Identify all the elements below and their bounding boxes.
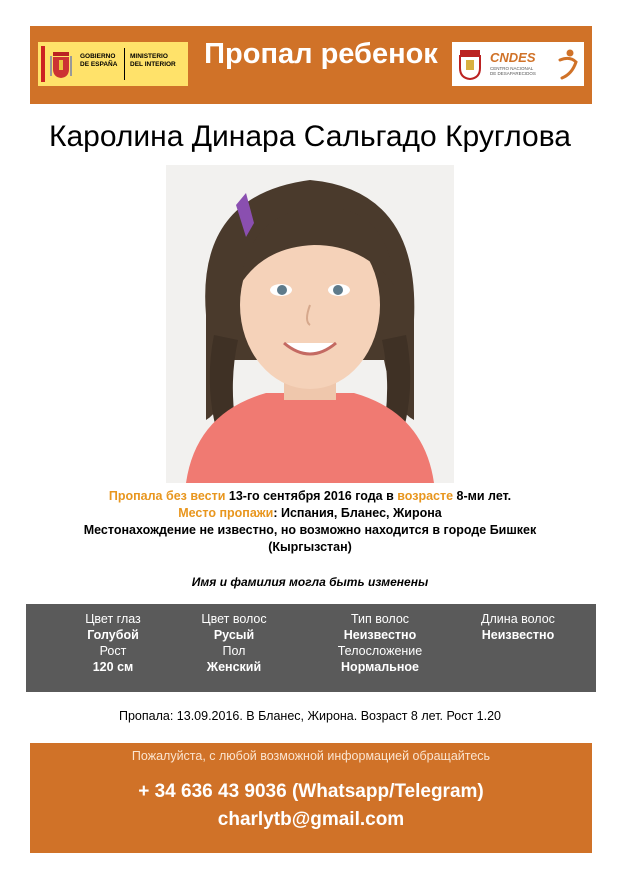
missing-age: 8-ми лет. <box>453 489 512 503</box>
attribute-label: Длина волос <box>481 612 555 626</box>
age-label: возрасте <box>397 489 454 503</box>
place-label: Место пропажи <box>178 506 274 520</box>
attribute-label: Пол <box>222 644 246 658</box>
missing-place: : Испания, Бланес, Жирона <box>273 506 442 520</box>
child-photo <box>166 165 454 483</box>
government-logo-text <box>80 53 117 68</box>
attribute-hair-color <box>169 611 299 643</box>
attribute-label: Цвет глаз <box>85 612 141 626</box>
attribute-sex <box>169 643 299 675</box>
attribute-label: Тип волос <box>350 612 410 626</box>
cndes-sub-line-1: CENTRO NACIONAL <box>490 66 534 71</box>
flag-stripe <box>41 46 45 82</box>
attribute-value: Русый <box>213 628 255 642</box>
government-logo <box>38 42 188 86</box>
cndes-logo <box>452 42 584 86</box>
attribute-eye-color <box>48 611 178 643</box>
attribute-label: Рост <box>99 644 127 658</box>
coat-of-arms-icon <box>50 48 72 80</box>
location-country: (Кыргызстан) <box>268 540 352 554</box>
header-bar <box>30 26 592 104</box>
missing-details-line-2 <box>40 506 580 520</box>
attribute-hair-type <box>315 611 445 643</box>
contact-email[interactable]: charlytb@gmail.com <box>217 809 405 830</box>
missing-date: 13-го сентября 2016 года в <box>225 489 398 503</box>
cndes-subtitle <box>490 66 536 76</box>
location-note: Местонахождение не известно, но возможно находится в городе Бишкек <box>83 523 537 537</box>
gov-logo-line-2: DE ESPAÑA <box>80 60 118 68</box>
gov-logo-line-1: GOBIERNO <box>80 53 116 60</box>
attribute-value: 120 см <box>92 660 134 674</box>
coat-of-arms-icon <box>456 48 484 80</box>
gov-logo-line-4: DEL INTERIOR <box>130 60 176 68</box>
attribute-hair-length <box>453 611 583 643</box>
contact-intro: Пожалуйста, с любой возможной информацией обращайтесь <box>131 749 491 763</box>
cndes-name: CNDES <box>490 50 536 65</box>
gov-logo-line-3: MINISTERIO <box>130 53 168 60</box>
attribute-value: Нормальное <box>341 660 419 674</box>
attribute-label: Цвет волос <box>201 612 267 626</box>
attributes-panel <box>26 604 596 692</box>
contact-phone[interactable]: + 34 636 43 9036 (Whatsapp/Telegram) <box>138 781 484 802</box>
attribute-value: Неизвестно <box>343 628 417 642</box>
portrait-illustration <box>166 165 454 483</box>
summary-line: Пропала: 13.09.2016. В Бланес, Жирона. Возраст 8 лет. Рост 1.20 <box>119 709 501 723</box>
attribute-value: Голубой <box>87 628 139 642</box>
ministry-logo-text <box>130 53 176 68</box>
figure-icon <box>556 48 580 80</box>
name-change-note: Имя и фамилия могла быть изменены <box>191 575 429 589</box>
contact-panel <box>30 743 592 853</box>
attribute-value: Неизвестно <box>481 628 555 642</box>
attribute-value: Женский <box>206 660 262 674</box>
attribute-label: Телосложение <box>337 644 423 658</box>
cndes-sub-line-2: DE DESAPARECIDOS <box>490 71 536 76</box>
missing-person-name: Каролина Динара Сальгадо Круглова <box>49 120 571 153</box>
page-title: Пропал ребенок <box>204 38 438 70</box>
logo-divider <box>124 48 125 80</box>
attribute-height <box>48 643 178 675</box>
attribute-build <box>315 643 445 675</box>
missing-label: Пропала без вести <box>108 489 226 503</box>
missing-details-line-1 <box>40 489 580 503</box>
